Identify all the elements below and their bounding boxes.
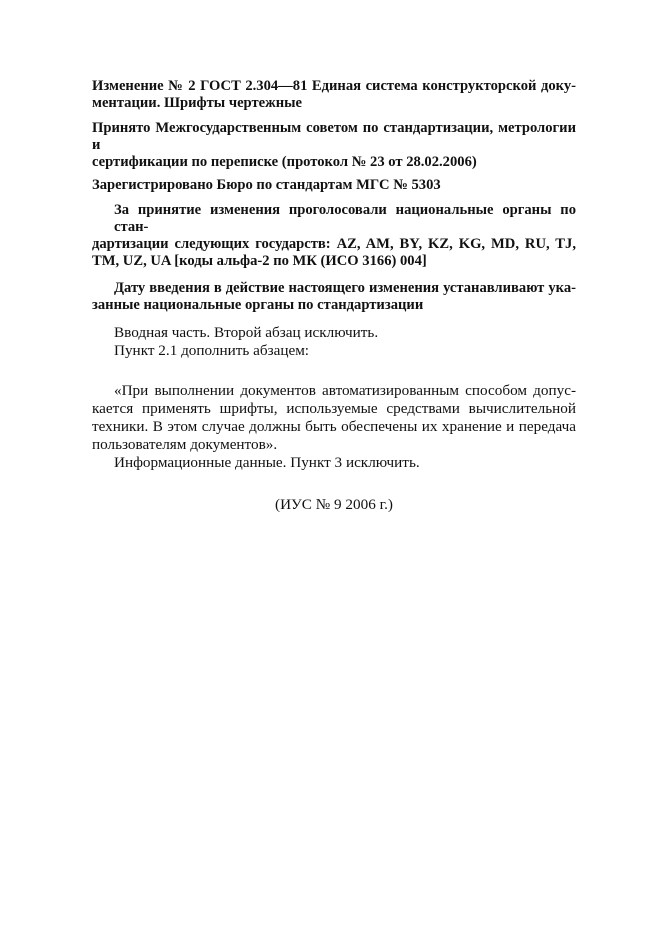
voting-statement-line-1: За принятие изменения проголосовали национальные органы по стан-	[114, 202, 576, 235]
ius-reference	[92, 496, 576, 514]
voting-statement	[92, 202, 576, 270]
accepted-statement-line-1: Принято Межгосударственным советом по стандартизации, метрологии и	[92, 120, 576, 153]
quoted-paragraph-line-3: техники. В этом случае должны быть обеспечены их хранение и передача	[92, 418, 576, 435]
voting-statement-line-2: дартизации следующих государств: AZ, AM, BY, KZ, KG, MD, RU, TJ,	[92, 236, 576, 252]
info-data-line: Информационные данные. Пункт 3 исключить.	[114, 454, 420, 471]
intro-part-line: Вводная часть. Второй абзац исключить.	[114, 324, 379, 341]
point-2-1-line: Пункт 2.1 дополнить абзацем:	[114, 342, 310, 359]
amendment-heading	[92, 78, 576, 112]
quoted-paragraph-line-4: пользователям документов».	[92, 436, 278, 453]
accepted-statement-line-2: сертификации по переписке (протокол № 23 от 28.02.2006)	[92, 154, 477, 170]
voting-statement-line-3: TM, UZ, UA [коды альфа-2 по МК (ИСО 3166) 004]	[92, 253, 427, 269]
document-page	[92, 78, 576, 514]
quoted-paragraph-line-2: кается применять шрифты, используемые средствами вычислительной	[92, 400, 576, 417]
amendment-heading-line-2: ментации. Шрифты чертежные	[92, 95, 302, 111]
amendment-heading-line-1: Изменение № 2 ГОСТ 2.304—81 Единая система конструкторской доку-	[92, 78, 576, 94]
effective-date-line-2: занные национальные органы по стандартизации	[92, 297, 424, 313]
effective-date-line-1: Дату введения в действие настоящего изменения устанавливают ука-	[114, 280, 576, 296]
quoted-paragraph	[92, 382, 576, 472]
accepted-statement	[92, 120, 576, 171]
ius-reference-text: (ИУС № 9 2006 г.)	[275, 496, 393, 513]
effective-date-statement	[92, 280, 576, 314]
registration-statement	[92, 177, 576, 194]
intro-part-instruction	[92, 324, 576, 360]
registration-statement-line: Зарегистрировано Бюро по стандартам МГС № 5303	[92, 177, 441, 193]
quoted-paragraph-line-1: «При выполнении документов автоматизированным способом допус-	[114, 382, 576, 399]
